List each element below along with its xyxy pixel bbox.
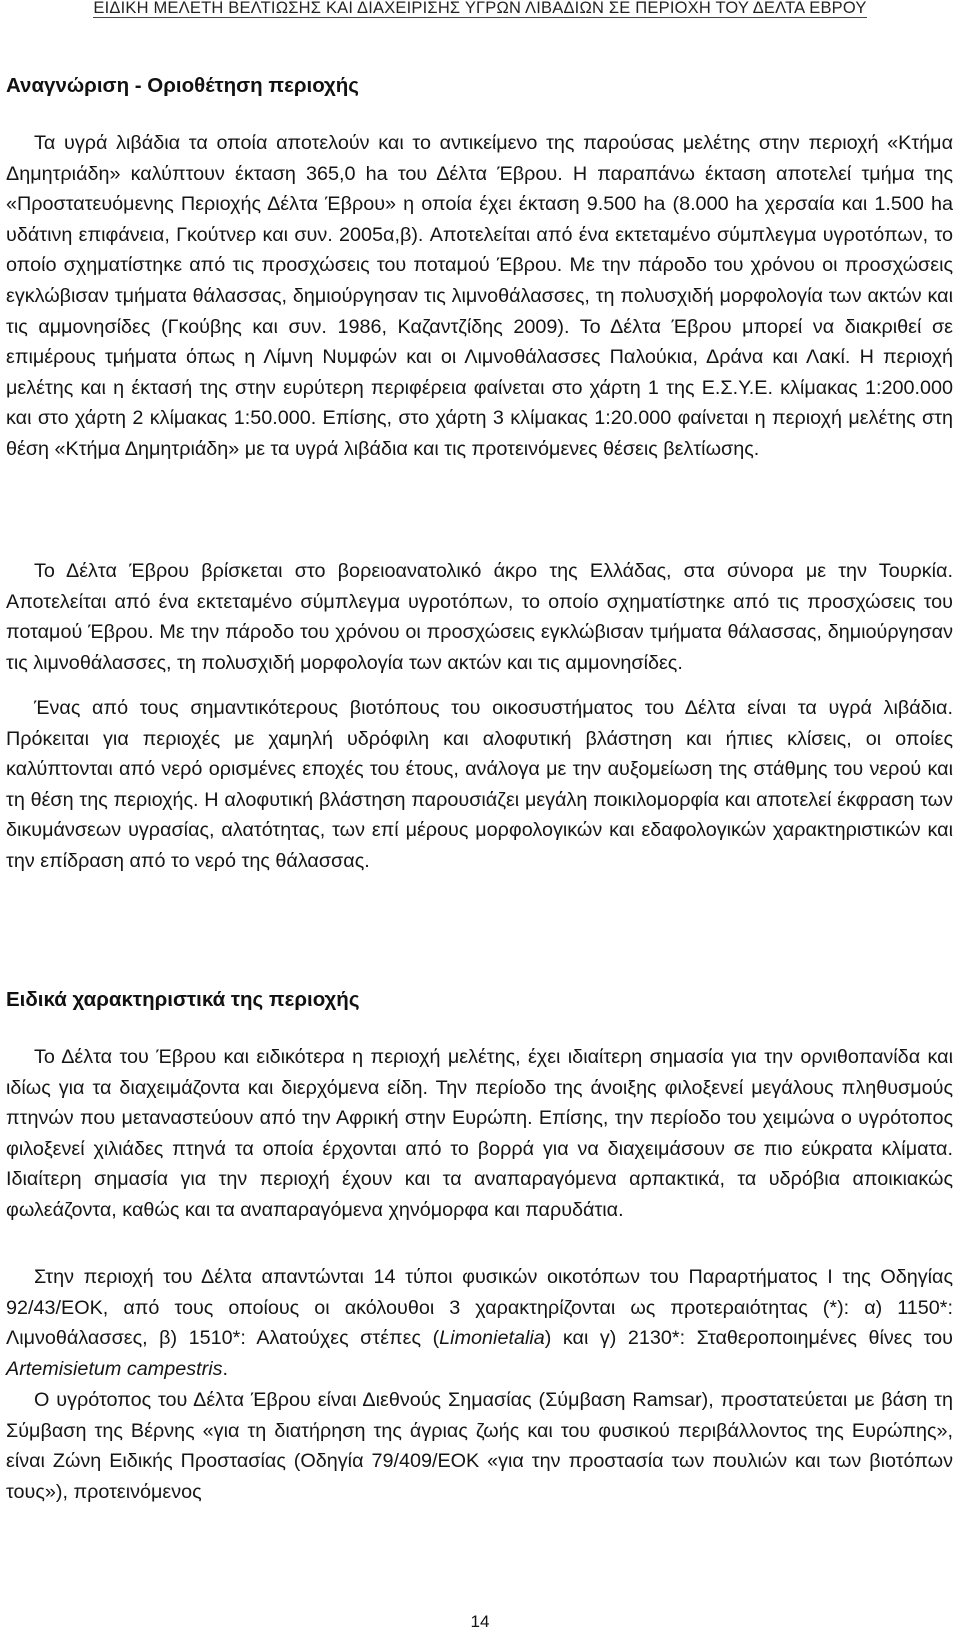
running-header-text: ΕΙΔΙΚΗ ΜΕΛΕΤΗ ΒΕΛΤΙΩΣΗΣ ΚΑΙ ΔΙΑΧΕΙΡΙΣΗΣ ΥΓΡΩΝ ΛΙΒΑΔΙΩΝ ΣΕ ΠΕΡΙΟΧΗ ΤΟΥ ΔΕΛΤΑ ΕΒΡΟΥ xyxy=(93,0,867,17)
running-header xyxy=(0,0,960,17)
paragraph-wet-meadows-text: Ένας από τους σημαντικότερους βιοτόπους του οικοσυστήματος του Δέλτα είναι τα υγρά λιβάδια. Πρόκειται για περιοχές με χαμηλή υδρόφιλη και αλοφυτική βλάστηση και ήπιες κλίσεις, οι οποίες καλύπτονται από νερό ορισμένες εποχές του έτους, ανάλογα με την αυξομείωση της στάθμης του νερού και τη θέση της περιοχής. Η αλοφυτική βλάστηση παρουσιάζει μεγάλη ποικιλομορφία και αποτελεί έκφραση των δικυμάνσεων υγρασίας, αλατότητας, των επί μέρους μορφολογικών και εδαφολογικών χαρακτηριστικών και την επίδραση από το νερό της θάλασσας. xyxy=(6,697,953,872)
paragraph-study-area-text: Τα υγρά λιβάδια τα οποία αποτελούν και το αντικείμενο της παρούσας μελέτης στην περιοχή «Κτήμα Δημητριάδη» καλύπτουν έκταση 365,0 ha του Δέλτα Έβρου. Η παραπάνω έκταση αποτελεί τμήμα της «Προστατευόμενης Περιοχής Δέλτα Έβρου» η οποία έχει έκταση 9.500 ha (8.000 ha χερσαία και 1.500 ha υδάτινη επιφάνεια, Γκούτνερ και συν. 2005α,β). Αποτελείται από ένα εκτεταμένο σύμπλεγμα υγροτόπων, το οποίο σχηματίστηκε από τις προσχώσεις του ποταμού Έβρου. Με την πάροδο του χρόνου οι προσχώσεις εγκλώβισαν τμήματα θάλασσας, δημιούργησαν τις λιμνοθάλασσες, τη πολυσχιδή μορφολογία των ακτών και τις αμμονησίδες (Γκούβης και συν. 1986, Καζαντζίδης 2009). Το Δέλτα Έβρου μπορεί να διακριθεί σε επιμέρους τμήματα όπως η Λίμνη Νυμφών και οι Λιμνοθάλασσες Παλούκια, Δράνα και Λακί. Η περιοχή μελέτης και η έκτασή της στην ευρύτερη περιφέρεια φαίνεται στο χάρτη 1 της Ε.Σ.Υ.Ε. κλίμακας 1:200.000 και στο χάρτη 2 κλίμακας 1:50.000. Επίσης, στο χάρτη 3 κλίμακας 1:20.000 φαίνεται η περιοχή μελέτης στη θέση «Κτήμα Δημητριάδη» με τα υγρά λιβάδια και τις προτεινόμενες θέσεις βελτίωσης. xyxy=(6,132,953,460)
habitat-text-middle: ) και γ) 2130*: Σταθεροποιημένες θίνες του xyxy=(544,1327,954,1350)
paragraph-avifauna xyxy=(6,1042,953,1226)
section-title-characteristics: Ειδικά χαρακτηριστικά της περιοχής xyxy=(6,988,360,1011)
paragraph-wet-meadows xyxy=(6,693,953,877)
habitat-text-end: . xyxy=(222,1357,229,1380)
paragraph-ramsar xyxy=(6,1385,953,1507)
paragraph-delta-location-text: Το Δέλτα Έβρου βρίσκεται στο βορειοανατολικό άκρο της Ελλάδας, στα σύνορα με την Τουρκία. Αποτελείται από ένα εκτεταμένο σύμπλεγμα υγροτόπων, το οποίο σχηματίστηκε από τις προσχώσεις του ποταμού Έβρου. Με την πάροδο του χρόνου οι προσχώσεις εγκλώβισαν τμήματα θάλασσας, δημιούργησαν τις λιμνοθάλασσες, τη πολυσχιδή μορφολογία των ακτών και τις αμμονησίδες. xyxy=(6,560,953,674)
habitat-text-start: Στην περιοχή του Δέλτα απαντώνται 14 τύποι φυσικών οικοτόπων του Παραρτήματος Ι της Οδηγίας 92/43/ΕΟΚ, από τους οποίους οι ακόλουθοι 3 χαρακτηρίζονται ως προτεραιότητας (*): α) 1150*: Λιμνοθάλασσες, β) 1510*: Αλατούχες στέπες ( xyxy=(6,1266,953,1350)
habitat-association-name: Artemisietum campestris xyxy=(6,1357,223,1380)
paragraph-avifauna-text: Το Δέλτα του Έβρου και ειδικότερα η περιοχή μελέτης, έχει ιδιαίτερη σημασία για την ορνιθοπανίδα και ιδίως για τα διαχειμάζοντα και διερχόμενα είδη. Την περίοδο της άνοιξης φιλοξενεί μεγάλους πληθυσμούς πτηνών που μεταναστεύουν από την Αφρική στην Ευρώπη. Επίσης, την περίοδο του χειμώνα ο υγρότοπος φιλοξενεί χιλιάδες πτηνά τα οποία έρχονται από το βορρά για να διαχειμάσουν σε πιο εύκρατα κλίματα. Ιδιαίτερη σημασία για την περιοχή έχουν και τα αναπαραγόμενα αρπακτικά, τα υδρόβια αποικιακώς φωλεάζοντα, καθώς και τα αναπαραγόμενα χηνόμορφα και παρυδάτια. xyxy=(6,1046,953,1221)
paragraph-delta-location xyxy=(6,556,953,678)
paragraph-habitat-types xyxy=(6,1262,953,1384)
section-title-identification: Αναγνώριση - Οριοθέτηση περιοχής xyxy=(6,74,359,97)
paragraph-ramsar-text: Ο υγρότοπος του Δέλτα Έβρου είναι Διεθνούς Σημασίας (Σύμβαση Ramsar), προστατεύεται με βάση τη Σύμβαση της Βέρνης «για τη διατήρηση της άγριας ζωής και του φυσικού περιβάλλοντος της Ευρώπης», είναι Ζώνη Ειδικής Προστασίας (Οδηγία 79/409/ΕΟΚ «για την προστασία των πουλιών και των βιοτόπων τους»), προτεινόμενος xyxy=(6,1389,953,1503)
paragraph-study-area xyxy=(6,128,953,465)
habitat-genus-name: Limonietalia xyxy=(439,1327,545,1350)
page-number: 14 xyxy=(470,1612,490,1631)
